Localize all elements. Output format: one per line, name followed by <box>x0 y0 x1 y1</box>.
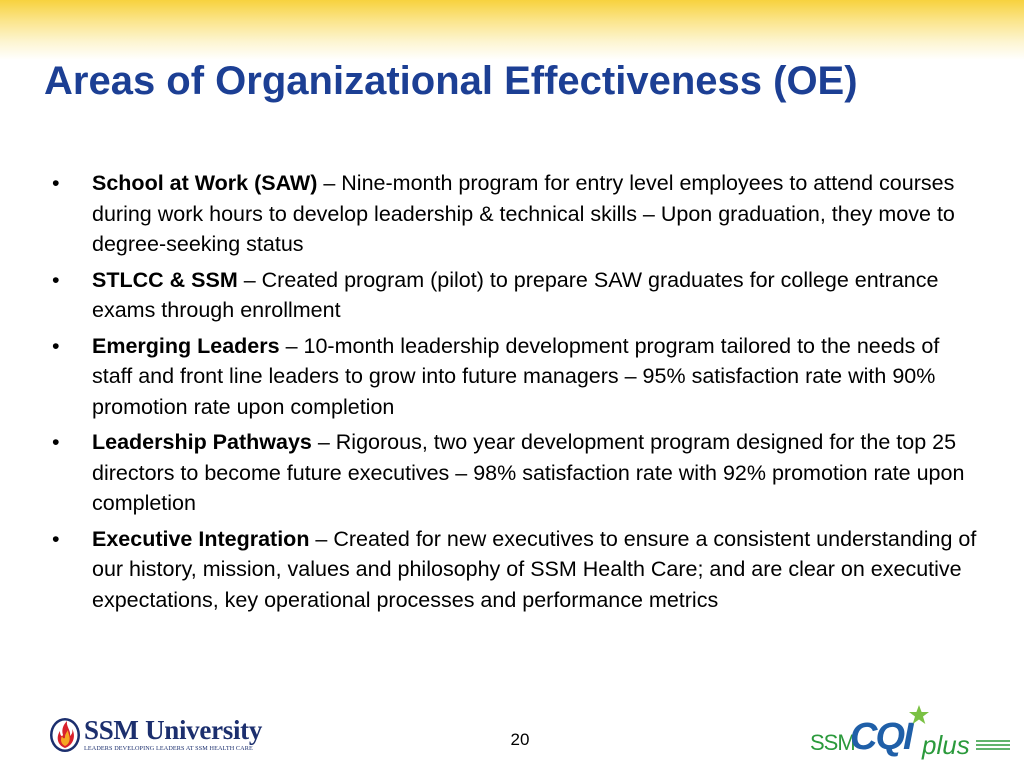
bullet-text: – Created for new executives to ensure a consistent understanding of our history, mission, values and philosophy of SSM Health Care; and are clear on executive expectations, key operational processes and performance metrics <box>92 526 977 612</box>
ssm-university-wordmark: SSM University <box>84 715 263 745</box>
bullet-marker: • <box>52 171 60 195</box>
bullet-text: – Created program (pilot) to prepare SAW graduates for college entrance exams through enrollment <box>92 267 939 322</box>
bullet-item <box>52 168 977 260</box>
top-gradient-band <box>0 0 1024 60</box>
bullet-item <box>52 427 977 519</box>
bullet-marker: • <box>52 267 60 292</box>
bullet-heading: STLCC & SSM <box>92 267 238 292</box>
bullet-text: – 10-month leadership development program tailored to the needs of staff and front line leaders to grow into future managers – 95% satisfaction rate with 90% promotion rate upon completion <box>92 333 940 419</box>
bullet-item <box>52 265 977 326</box>
bullet-heading: Emerging Leaders <box>92 333 280 358</box>
bullet-heading: Leadership Pathways <box>92 430 312 454</box>
bullet-item <box>52 524 977 616</box>
flame-icon <box>48 715 82 753</box>
slide-title: Areas of Organizational Effectiveness (OE) <box>44 59 858 103</box>
logo-suffix: plus <box>922 730 970 760</box>
ssm-university-logo <box>46 712 276 756</box>
bullet-marker: • <box>52 526 60 551</box>
bullet-marker: • <box>52 333 60 358</box>
page-number: 20 <box>510 730 530 749</box>
ssm-cqi-plus-logo <box>806 700 1014 760</box>
bullet-heading: Executive Integration <box>92 526 310 551</box>
logo-prefix: SSM <box>810 730 855 755</box>
bullet-text: – Rigorous, two year development program designed for the top 25 directors to become future executives – 98% satisfaction rate with 92% promotion rate upon completion <box>92 430 965 515</box>
logo-lines-decoration <box>976 738 1010 752</box>
bullet-marker: • <box>52 430 60 454</box>
bullet-text: – Nine-month program for entry level employees to attend courses during work hours to develop leadership & technical skills – Upon graduation, they move to degree-seeking status <box>92 171 955 256</box>
bullet-item <box>52 331 977 423</box>
bullet-list <box>52 168 977 620</box>
bullet-heading: School at Work (SAW) <box>92 171 318 195</box>
star-icon <box>908 704 930 726</box>
ssm-university-tagline: LEADERS DEVELOPING LEADERS AT SSM HEALTH CARE <box>84 745 253 752</box>
logo-mark: CQI <box>850 716 912 758</box>
